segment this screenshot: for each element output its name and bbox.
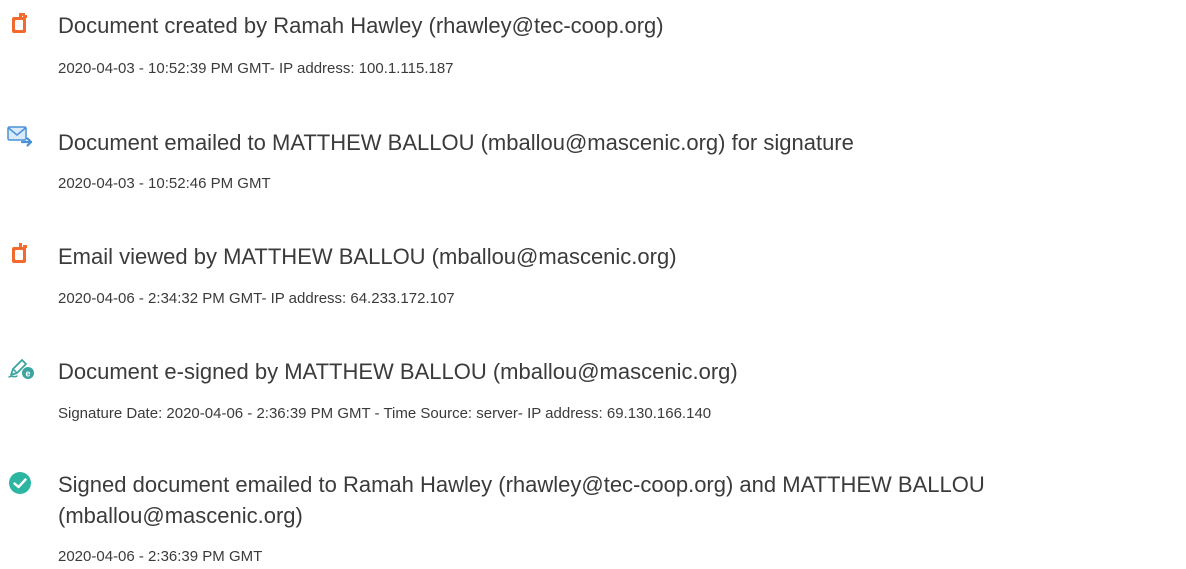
event-title: Document e-signed by MATTHEW BALLOU (mballou@mascenic.org) [58, 359, 738, 384]
event-detail: 2020-04-06 - 2:36:39 PM GMT [58, 548, 263, 565]
email-sent-icon [7, 124, 33, 148]
email-viewed-icon [8, 242, 32, 266]
event-detail: Signature Date: 2020-04-06 - 2:36:39 PM GMT - Time Source: server- IP address: 69.130.166.140 [58, 405, 712, 422]
event-title: Document emailed to MATTHEW BALLOU (mballou@mascenic.org) for signature [58, 130, 854, 155]
esign-pen-icon [7, 355, 35, 379]
event-title: Document created by Ramah Hawley (rhawley@tec-coop.org) [58, 13, 664, 38]
event-detail: 2020-04-06 - 2:34:32 PM GMT- IP address: 64.233.172.107 [58, 290, 455, 307]
check-circle-icon [8, 471, 32, 495]
svg-text:e: e [25, 368, 31, 379]
event-title: Email viewed by MATTHEW BALLOU (mballou@mascenic.org) [58, 244, 677, 269]
event-detail: 2020-04-03 - 10:52:39 PM GMT- IP address: 100.1.115.187 [58, 60, 454, 77]
event-title: Signed document emailed to Ramah Hawley (rhawley@tec-coop.org) and MATTHEW BALLOU (mballou@mascenic.org) [58, 472, 985, 528]
document-created-icon [8, 12, 32, 36]
event-detail: 2020-04-03 - 10:52:46 PM GMT [58, 175, 271, 192]
